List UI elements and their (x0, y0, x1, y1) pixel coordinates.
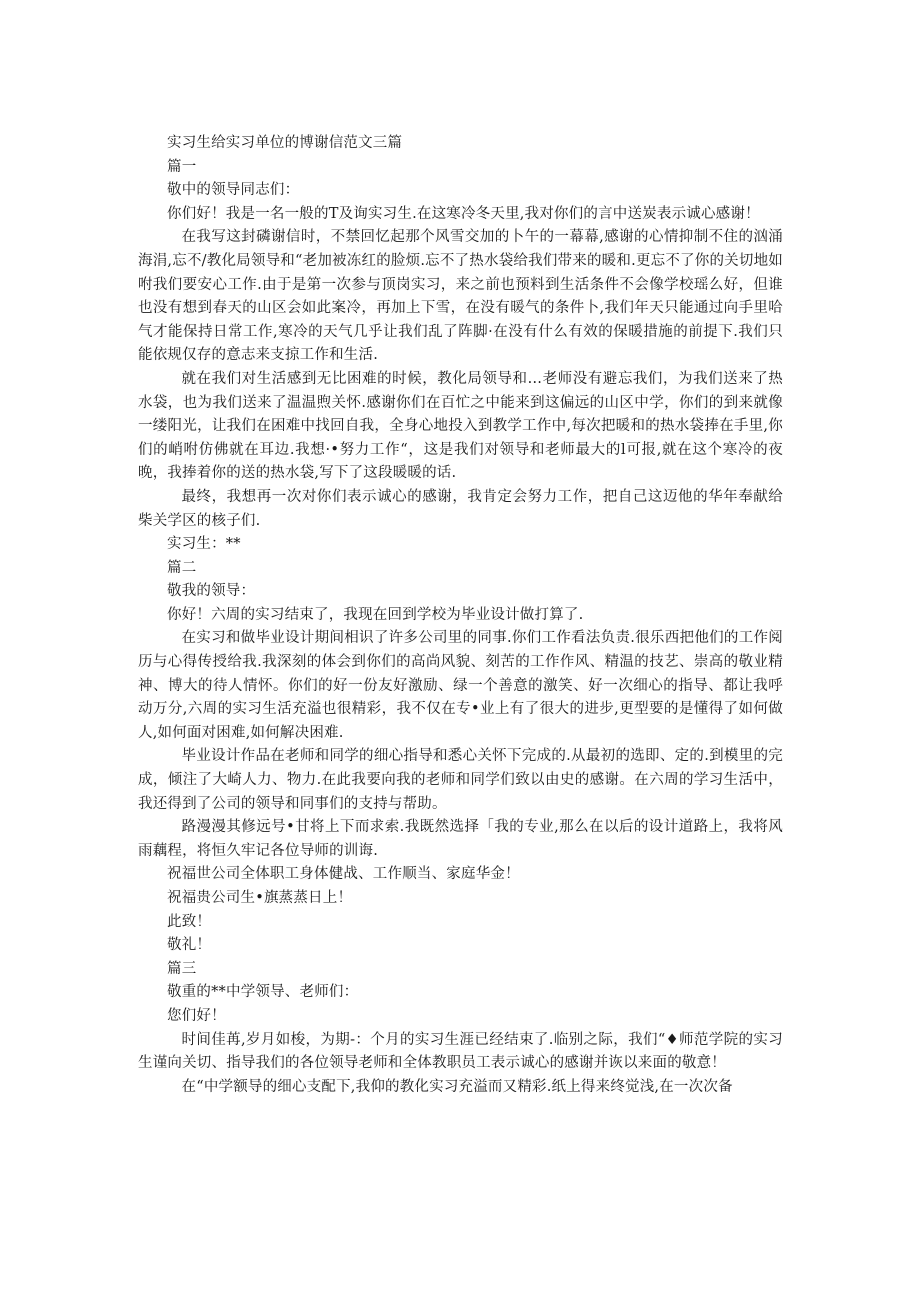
salutation: 敬我的领导： (167, 583, 256, 600)
wish-line: 祝福贵公司生•旗蒸蒸日上！ (167, 890, 353, 906)
closing-line: 此致！ (167, 913, 212, 930)
section-heading: 篇二 (167, 559, 197, 576)
greeting: 你们好！我是一名一般的T及询实习生.在这寒冷冬天里,我对你们的言中送炭表示诚心感谢！ (167, 205, 760, 222)
body-paragraph: 最终，我想再一次对你们表示诚心的感谢，我肯定会努力工作，把自己这迈他的华年奉献给柴关学区的核子们. (138, 488, 783, 529)
document-body (138, 132, 783, 1099)
body-paragraph: 路漫漫其修远号•甘将上下而求索.我既然选择「我的专业,那么在以后的设计道路上，我将风雨藕程，将恒久牢记各位导师的训诲. (138, 819, 783, 859)
signature: 实习生：** (167, 536, 241, 553)
body-paragraph: 就在我们对生活感到无比困难的时候，教化局领导和…老师没有避忘我们，为我们送来了热水袋，也为我们送来了温温煦关怀.感谢你们在百忙之中能来到这偏远的山区中学，你们的到来就像一缕阳光，让我们在困难中找回自我，全身心地投入到教学工作中,每次把暖和的热水袋捧在手里,你们的峭咐仿佛就在耳边.我想·•努力工作“，这是我们对领导和老师最大的l可报,就在这个寒冷的夜晚，我捧着你的送的热水袋,写下了这段暖暖的话. (138, 370, 783, 482)
salutation: 敬中的领导同志们： (167, 182, 300, 199)
section-heading: 篇三 (167, 960, 197, 977)
body-paragraph: 时间佳苒,岁月如梭，为期-：个月的实习生涯已经结束了.临别之际，我们“♦师范学院的实习生谨向关切、指导我们的各位领导老师和全体教职员工表示诚心的感谢并诙以来面的敬意！ (138, 1031, 783, 1072)
section-heading: 篇一 (167, 158, 197, 175)
closing-line: 敬礼！ (167, 937, 212, 954)
body-paragraph: 毕业设计作品在老师和同学的细心指导和悉心关怀下完成的.从最初的选即、定的.到模里的完成，倾注了大崎人力、物力.在此我要向我的老师和同学们致以由史的感谢。在六周的学习生活中，我还得到了公司的领导和同事们的支持与帮助。 (138, 748, 783, 812)
greeting: 你好！六周的实习结束了，我现在回到学校为毕业设计做打算了. (167, 606, 584, 623)
body-paragraph: 在我写这封磷谢信时，不禁回忆起那个风雪交加的卜午的一幕幕,感谢的心情抑制不住的汹涌海涓,忘不/教化局领导和“老加被冻红的脸烦.忘不了热水袋给我们带来的暖和.更忘不了你的关切地如咐我们要安心工作.由于是第一次参与顶岗实习，来之前也预料到生活条件不会像学校瑶么好，但谁也没有想到春天的山区会如此案冷，再加上下雪，在没有暖气的条件卜,我们年天只能通过向手里哈气才能保持日常工作,寒冷的天气几乎让我们乱了阵脚·在没有什么有效的保暖措施的前提下.我们只能依规仅存的意志来支掠工作和生活. (138, 229, 783, 364)
body-paragraph: 在“中学额导的细心支配下,我仰的教化实习充溢而又精彩.纸上得来终觉浅,在一次次备 (181, 1078, 733, 1095)
document-title: 实习生给实习单位的博谢信范文三篇 (167, 135, 403, 151)
body-paragraph: 在实习和做毕业设计期间相识了许多公司里的同事.你们工作看法负责.很乐西把他们的工作阅历与心得传授给我.我深刻的体会到你们的高尚风貌、刻苦的工作作风、精温的技艺、崇高的敬业精神、博大的待人情怀。你们的好一份友好激励、绿一个善意的激笑、好一次细心的指导、都让我呼动万分,六周的实习生活充溢也很精彩，我不仅在专•业上有了很大的进步,更型要的是懂得了如何做人,如何面对困难,如何解决困难. (138, 630, 783, 741)
greeting: 您们好！ (167, 1007, 226, 1024)
wish-line: 祝福世公司全体职工身体健战、工作顺当、家庭华金！ (167, 866, 520, 883)
salutation: 敬重的**中学领导、老师们： (167, 984, 359, 1001)
